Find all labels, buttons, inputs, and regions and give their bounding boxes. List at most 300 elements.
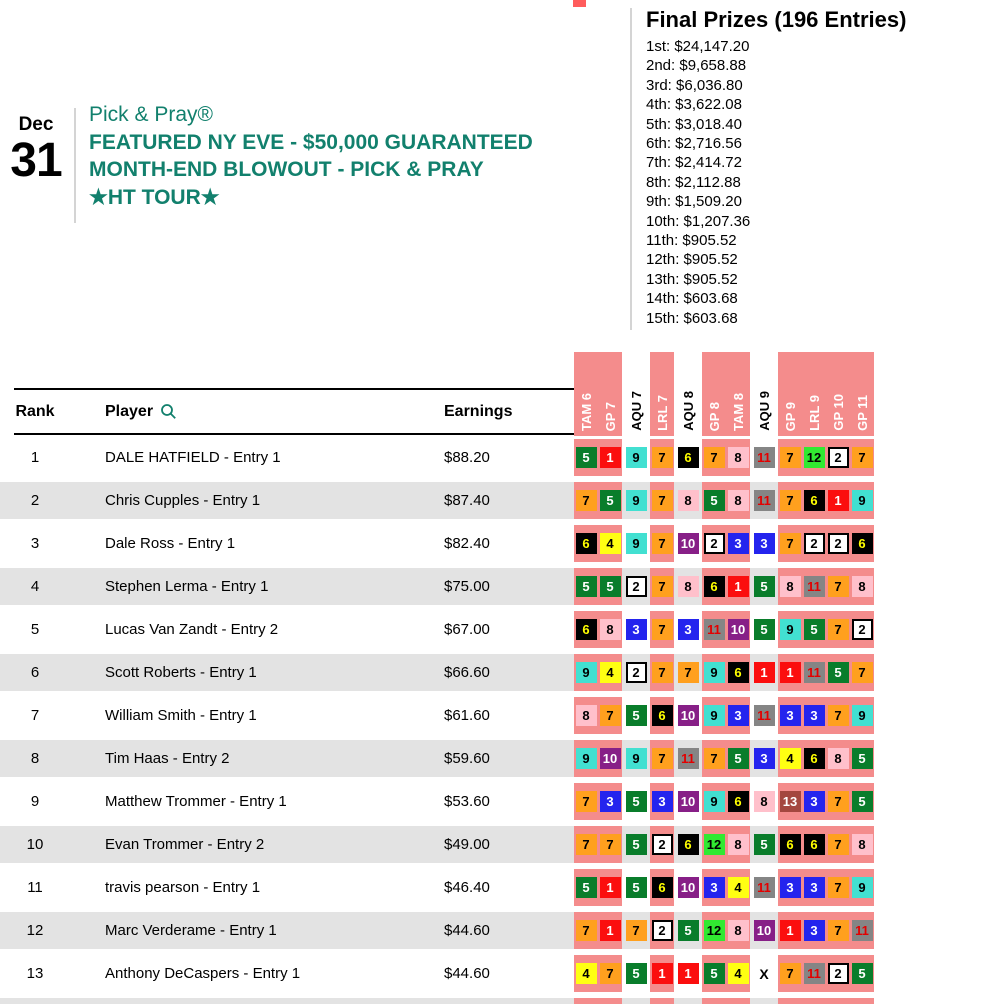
race-group-strip — [624, 737, 648, 780]
player-name: William Smith - Entry 1 — [105, 707, 257, 724]
row-picks — [574, 608, 874, 651]
player-name: Dale Ross - Entry 1 — [105, 535, 236, 552]
earnings-value: $82.40 — [444, 535, 490, 552]
pick-cell — [598, 866, 622, 909]
race-group-strip — [650, 651, 674, 694]
pick-chip: 6 — [728, 791, 749, 812]
pick-cell — [826, 479, 850, 522]
race-group-strip — [624, 780, 648, 823]
pick-chip: 3 — [780, 705, 801, 726]
race-group-strip — [624, 866, 648, 909]
pick-chip: 1 — [754, 662, 775, 683]
pick-chip: 11 — [852, 920, 873, 941]
player-name: Lucas Van Zandt - Entry 2 — [105, 621, 279, 638]
player-name: Matthew Trommer - Entry 1 — [105, 793, 287, 810]
pick-chip: 8 — [600, 619, 621, 640]
pick-chip: 5 — [754, 834, 775, 855]
search-icon[interactable] — [160, 403, 177, 420]
pick-chip: 3 — [626, 619, 647, 640]
leaderboard-row[interactable] — [0, 565, 981, 608]
race-group-strip — [650, 737, 674, 780]
race-group — [676, 352, 700, 436]
pick-cell — [598, 737, 622, 780]
pick-chip: 4 — [780, 748, 801, 769]
prize-item: 8th: $2,112.88 — [646, 173, 741, 191]
race-group — [752, 352, 776, 436]
pick-chip: 11 — [704, 619, 725, 640]
pick-chip: 9 — [626, 447, 647, 468]
pick-chip: 4 — [600, 533, 621, 554]
pick-chip: 9 — [576, 662, 597, 683]
pick-cell — [778, 952, 802, 995]
race-group-strip — [624, 479, 648, 522]
rank-value: 12 — [26, 922, 44, 939]
pick-cell — [752, 479, 776, 522]
pick-cell — [850, 909, 874, 952]
race-group-strip — [574, 522, 622, 565]
pick-chip: 5 — [576, 576, 597, 597]
race-label: AQU 9 — [756, 391, 772, 431]
row-picks — [574, 780, 874, 823]
event-date-month: Dec — [18, 114, 54, 135]
race-column-header — [752, 352, 776, 436]
leaderboard-row-partial — [0, 995, 981, 1004]
player-column-label: Player — [105, 402, 154, 420]
race-group-strip — [752, 522, 776, 565]
pick-chip: 12 — [704, 834, 725, 855]
pick-cell — [598, 995, 622, 1004]
pick-cell — [650, 737, 674, 780]
pick-cell — [802, 952, 826, 995]
race-group-strip — [752, 780, 776, 823]
leaderboard-row[interactable] — [0, 694, 981, 737]
pick-chip: 1 — [780, 920, 801, 941]
pick-chip: 7 — [600, 834, 621, 855]
pick-chip: 5 — [828, 662, 849, 683]
pick-cell — [598, 909, 622, 952]
pick-chip: 11 — [754, 877, 775, 898]
race-group — [574, 352, 622, 436]
pick-chip: 7 — [828, 920, 849, 941]
pick-cell — [752, 651, 776, 694]
pick-cell — [850, 737, 874, 780]
race-group-strip — [752, 436, 776, 479]
leaderboard-row[interactable] — [0, 780, 981, 823]
pick-chip: 4 — [600, 662, 621, 683]
pick-chip: 2 — [828, 533, 849, 554]
pick-chip: 11 — [754, 705, 775, 726]
race-label: LRL 9 — [806, 395, 822, 431]
rank-column-header: Rank — [15, 402, 55, 420]
prize-item: 2nd: $9,658.88 — [646, 57, 747, 75]
leaderboard-row[interactable] — [0, 522, 981, 565]
pick-cell — [676, 780, 700, 823]
pick-chip: 7 — [828, 877, 849, 898]
leaderboard-row[interactable] — [0, 737, 981, 780]
pick-cell — [752, 436, 776, 479]
pick-cell — [726, 436, 750, 479]
pick-chip: 9 — [704, 705, 725, 726]
pick-cell — [650, 780, 674, 823]
player-name: Anthony DeCaspers - Entry 1 — [105, 965, 301, 982]
pick-cell — [676, 694, 700, 737]
race-group-strip — [702, 694, 750, 737]
pick-cell — [752, 866, 776, 909]
pick-chip: 4 — [728, 963, 749, 984]
leaderboard-row[interactable] — [0, 479, 981, 522]
pick-chip: 8 — [576, 705, 597, 726]
race-group-strip — [574, 737, 622, 780]
rank-value: 13 — [26, 965, 44, 982]
race-group-strip — [574, 909, 622, 952]
race-label: GP 7 — [602, 401, 618, 431]
pick-chip: 2 — [652, 834, 673, 855]
race-group — [624, 352, 648, 436]
pick-cell — [778, 737, 802, 780]
row-picks — [574, 737, 874, 780]
player-name: Stephen Lerma - Entry 1 — [105, 578, 269, 595]
earnings-value: $75.00 — [444, 578, 490, 595]
pick-cell — [702, 565, 726, 608]
race-column-header — [850, 352, 874, 436]
pick-cell — [726, 522, 750, 565]
race-group-strip — [574, 608, 622, 651]
pick-cell — [726, 608, 750, 651]
pick-chip: 5 — [626, 877, 647, 898]
pick-cell — [598, 694, 622, 737]
pick-cell — [802, 522, 826, 565]
pick-chip: 7 — [704, 447, 725, 468]
rank-value: 9 — [30, 793, 40, 810]
player-name: Chris Cupples - Entry 1 — [105, 492, 261, 509]
row-picks — [574, 823, 874, 866]
pick-chip: 9 — [852, 705, 873, 726]
pick-chip: 7 — [780, 490, 801, 511]
earnings-value: $44.60 — [444, 922, 490, 939]
leaderboard-row[interactable] — [0, 651, 981, 694]
earnings-value: $46.40 — [444, 879, 490, 896]
race-group-strip — [574, 995, 622, 1004]
race-group-strip — [676, 479, 700, 522]
race-group-strip — [752, 694, 776, 737]
pick-chip: 3 — [804, 705, 825, 726]
race-group-strip — [676, 608, 700, 651]
pick-chip: 6 — [804, 834, 825, 855]
pick-chip: 6 — [780, 834, 801, 855]
pick-cell — [676, 479, 700, 522]
pick-cell — [624, 479, 648, 522]
pick-cell — [778, 780, 802, 823]
pick-cell — [676, 952, 700, 995]
race-group-strip — [624, 608, 648, 651]
pick-chip: 11 — [804, 963, 825, 984]
pick-cell — [624, 737, 648, 780]
race-group-strip — [650, 823, 674, 866]
leaderboard-row[interactable] — [0, 823, 981, 866]
pick-cell — [702, 995, 726, 1004]
pick-cell — [574, 909, 598, 952]
race-group-strip — [778, 995, 874, 1004]
pick-cell — [850, 780, 874, 823]
player-name: Scott Roberts - Entry 1 — [105, 664, 257, 681]
pick-cell — [850, 995, 874, 1004]
pick-cell — [752, 995, 776, 1004]
prize-item: 14th: $603.68 — [646, 290, 738, 308]
race-group-strip — [676, 694, 700, 737]
date-divider — [74, 108, 76, 223]
row-picks — [574, 479, 874, 522]
pick-cell — [752, 737, 776, 780]
race-group-strip — [676, 565, 700, 608]
pick-chip: 7 — [652, 447, 673, 468]
pick-chip: 5 — [600, 490, 621, 511]
pick-chip: 1 — [728, 576, 749, 597]
race-group-strip — [650, 436, 674, 479]
pick-cell — [726, 866, 750, 909]
leaderboard-row[interactable] — [0, 608, 981, 651]
pick-chip: 7 — [600, 705, 621, 726]
pick-cell — [752, 608, 776, 651]
pick-cell — [702, 866, 726, 909]
race-label: GP 9 — [782, 401, 798, 431]
pick-chip: 5 — [852, 748, 873, 769]
pick-cell — [802, 780, 826, 823]
prize-item: 1st: $24,147.20 — [646, 38, 750, 55]
pick-chip: 11 — [754, 490, 775, 511]
race-group-strip — [676, 866, 700, 909]
pick-cell — [850, 651, 874, 694]
pick-cell — [676, 909, 700, 952]
race-group-strip — [702, 823, 750, 866]
pick-chip: 3 — [780, 877, 801, 898]
pick-cell — [850, 522, 874, 565]
pick-chip: 7 — [576, 920, 597, 941]
pick-chip: 7 — [652, 748, 673, 769]
pick-cell — [676, 995, 700, 1004]
pick-cell — [702, 651, 726, 694]
earnings-column-header: Earnings — [444, 402, 513, 420]
pick-cell — [850, 436, 874, 479]
pick-chip: 9 — [852, 490, 873, 511]
event-subtitle: Pick & Pray® — [89, 103, 214, 126]
pick-chip: 8 — [728, 447, 749, 468]
pick-cell — [802, 694, 826, 737]
race-group-strip — [676, 952, 700, 995]
pick-chip: 8 — [828, 748, 849, 769]
pick-cell — [702, 694, 726, 737]
pick-chip: 4 — [576, 963, 597, 984]
pick-cell — [650, 479, 674, 522]
pick-chip: 3 — [704, 877, 725, 898]
race-group-strip — [778, 436, 874, 479]
prize-item: 3rd: $6,036.80 — [646, 76, 743, 94]
pick-chip: 5 — [852, 963, 873, 984]
pick-cell — [850, 608, 874, 651]
race-group-strip — [752, 737, 776, 780]
pick-cell — [650, 694, 674, 737]
pick-cell — [702, 436, 726, 479]
row-picks — [574, 565, 874, 608]
race-label: GP 10 — [830, 394, 846, 431]
race-group — [778, 352, 874, 436]
race-group-strip — [702, 866, 750, 909]
pick-cell — [624, 436, 648, 479]
pick-chip: 9 — [852, 877, 873, 898]
pick-chip: 3 — [804, 877, 825, 898]
pick-chip: 9 — [576, 748, 597, 769]
pick-chip: 7 — [678, 662, 699, 683]
pick-cell — [826, 565, 850, 608]
race-group-strip — [702, 436, 750, 479]
player-name: travis pearson - Entry 1 — [105, 879, 261, 896]
pick-chip: 7 — [828, 619, 849, 640]
race-group-strip — [676, 780, 700, 823]
pick-chip: 8 — [754, 791, 775, 812]
pick-cell — [778, 651, 802, 694]
pick-chip: 5 — [626, 963, 647, 984]
leaderboard-row[interactable] — [0, 436, 981, 479]
pick-chip: 2 — [626, 662, 647, 683]
prize-list — [646, 37, 976, 328]
pick-cell — [826, 780, 850, 823]
pick-chip: 1 — [600, 920, 621, 941]
race-group-strip — [778, 694, 874, 737]
pick-cell — [574, 866, 598, 909]
pick-cell — [752, 780, 776, 823]
pick-chip: 7 — [652, 662, 673, 683]
race-group-strip — [624, 909, 648, 952]
pick-chip: 10 — [678, 533, 699, 554]
race-group-strip — [650, 565, 674, 608]
leaderboard-row[interactable] — [0, 952, 981, 995]
pick-cell — [726, 565, 750, 608]
player-name: Marc Verderame - Entry 1 — [105, 922, 277, 939]
pick-chip: 9 — [704, 791, 725, 812]
rank-value: 3 — [30, 535, 40, 552]
rank-value: 2 — [30, 492, 40, 509]
pick-cell — [850, 479, 874, 522]
pick-cell — [726, 737, 750, 780]
pick-chip: 7 — [626, 920, 647, 941]
pick-chip: 7 — [576, 490, 597, 511]
pick-chip: 9 — [704, 662, 725, 683]
pick-chip: 11 — [754, 447, 775, 468]
pick-cell — [598, 823, 622, 866]
row-picks — [574, 522, 874, 565]
pick-cell — [850, 866, 874, 909]
race-group-strip — [574, 651, 622, 694]
pick-cell — [598, 436, 622, 479]
race-group-strip — [650, 909, 674, 952]
pick-cell — [802, 565, 826, 608]
pick-cell — [726, 780, 750, 823]
race-group-strip — [752, 479, 776, 522]
pick-cell — [778, 995, 802, 1004]
pick-cell — [574, 651, 598, 694]
pick-chip: 5 — [754, 576, 775, 597]
rank-value: 8 — [30, 750, 40, 767]
pick-cell — [574, 995, 598, 1004]
race-group-strip — [778, 608, 874, 651]
pick-cell — [676, 436, 700, 479]
pick-chip: 8 — [852, 834, 873, 855]
pick-cell — [850, 823, 874, 866]
pick-cell — [624, 608, 648, 651]
pick-cell — [726, 694, 750, 737]
red-mark — [573, 0, 586, 7]
prizes-title: Final Prizes (196 Entries) — [646, 7, 907, 32]
pick-chip: 2 — [804, 533, 825, 554]
race-group-strip — [752, 995, 776, 1004]
race-group-strip — [574, 823, 622, 866]
race-group-strip — [650, 694, 674, 737]
race-group-strip — [650, 952, 674, 995]
pick-chip: 7 — [780, 533, 801, 554]
race-column-header — [650, 352, 674, 436]
pick-chip: 3 — [754, 748, 775, 769]
pick-chip: 7 — [652, 576, 673, 597]
pick-cell — [624, 694, 648, 737]
pick-chip: 2 — [828, 447, 849, 468]
race-group-strip — [676, 909, 700, 952]
pick-chip: 1 — [780, 662, 801, 683]
race-column-header — [574, 352, 598, 436]
pick-chip: 9 — [626, 748, 647, 769]
leaderboard-row[interactable] — [0, 909, 981, 952]
pick-chip: 3 — [600, 791, 621, 812]
pick-cell — [752, 522, 776, 565]
event-title-line1: FEATURED NY EVE - $50,000 GUARANTEED — [89, 130, 533, 154]
leaderboard-row[interactable] — [0, 866, 981, 909]
pick-chip: 6 — [678, 447, 699, 468]
pick-chip: 5 — [728, 748, 749, 769]
earnings-value: $87.40 — [444, 492, 490, 509]
prize-item: 10th: $1,207.36 — [646, 212, 751, 230]
race-group-strip — [574, 952, 622, 995]
pick-cell — [574, 522, 598, 565]
player-name: DALE HATFIELD - Entry 1 — [105, 449, 281, 466]
prize-item: 4th: $3,622.08 — [646, 96, 742, 114]
earnings-value: $59.60 — [444, 750, 490, 767]
race-group-strip — [778, 952, 874, 995]
pick-chip: 7 — [780, 963, 801, 984]
rank-value: 6 — [30, 664, 40, 681]
pick-cell — [574, 479, 598, 522]
pick-chip: 6 — [652, 877, 673, 898]
race-group-strip — [752, 866, 776, 909]
race-group-strip — [702, 651, 750, 694]
race-label: TAM 6 — [578, 392, 594, 431]
pick-cell — [752, 952, 776, 995]
pick-chip: 1 — [600, 447, 621, 468]
pick-chip: 7 — [652, 533, 673, 554]
earnings-value: $88.20 — [444, 449, 490, 466]
row-picks — [574, 694, 874, 737]
pick-cell — [752, 823, 776, 866]
pick-cell — [574, 737, 598, 780]
pick-cell — [802, 436, 826, 479]
race-group-strip — [650, 479, 674, 522]
race-group-strip — [752, 565, 776, 608]
pick-chip: 3 — [652, 791, 673, 812]
pick-cell — [726, 952, 750, 995]
race-label: AQU 7 — [628, 391, 644, 431]
pick-cell — [752, 565, 776, 608]
pick-cell — [624, 952, 648, 995]
pick-cell — [778, 565, 802, 608]
pick-cell — [802, 866, 826, 909]
pick-chip: 10 — [728, 619, 749, 640]
